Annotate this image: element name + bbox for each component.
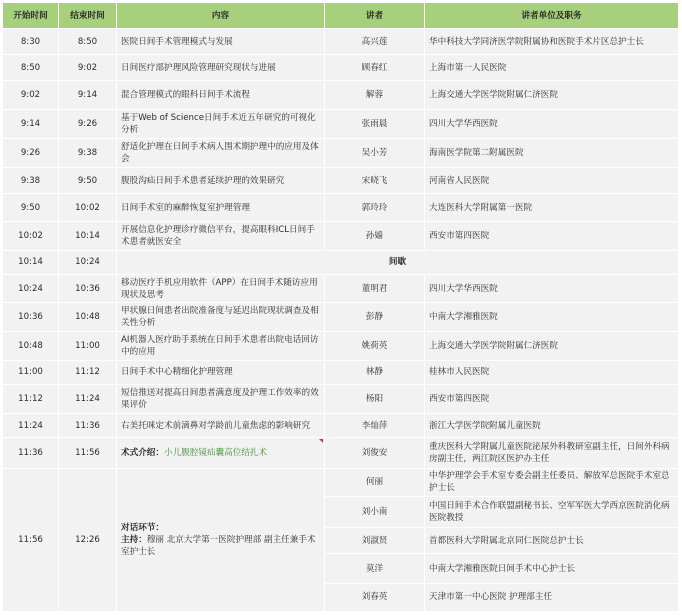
start-time: 9:02 (3, 81, 59, 109)
dialogue-row (3, 468, 679, 496)
panelist-name: 何丽 (325, 468, 425, 496)
start-time: 11:00 (3, 360, 59, 384)
speaker-name: 林静 (325, 360, 425, 384)
talk-title: 甲状腺日间患者出院准备度与延迟出院现状调查及相关性分析 (117, 303, 325, 331)
table-row (3, 55, 679, 81)
speaker-name: 郭玲玲 (325, 194, 425, 221)
end-time: 11:24 (59, 384, 117, 413)
speaker-name: 顾春红 (325, 55, 425, 81)
speaker-name: 宋晓飞 (325, 168, 425, 194)
dialogue-description (117, 468, 325, 611)
speaker-name: 杨阳 (325, 384, 425, 413)
end-time: 10:24 (59, 250, 117, 274)
panelist-org: 首都医科大学附属北京同仁医院总护士长 (425, 528, 679, 554)
speaker-org: 西安市第四医院 (425, 384, 679, 413)
dialogue-title: 对话环节： (121, 522, 164, 533)
speaker-org: 重庆医科大学附属儿童医院泌尿外科教研室副主任，日间外科病房副主任，两江院区医护办主任 (425, 438, 679, 468)
speaker-name: 李灿萍 (325, 414, 425, 438)
table-row (3, 138, 679, 167)
speaker-name: 姚荷英 (325, 331, 425, 360)
talk-title: 医院日间手术管理模式与发展 (117, 29, 325, 55)
speaker-name: 刘俊安 (325, 438, 425, 468)
end-time: 8:50 (59, 29, 117, 55)
technique-name: 小儿腹腔镜疝囊高位结扎术 (163, 448, 268, 459)
start-time: 8:50 (3, 55, 59, 81)
start-time: 10:02 (3, 221, 59, 250)
talk-title: 舒适化护理在日间手术病人围术期护理中的应用及体会 (117, 138, 325, 167)
table-row (3, 414, 679, 438)
start-time: 11:36 (3, 438, 59, 468)
start-time: 10:36 (3, 303, 59, 331)
talk-title: 日间医疗部护理风险管理研究现状与进展 (117, 55, 325, 81)
end-time: 9:50 (59, 168, 117, 194)
start-time: 9:26 (3, 138, 59, 167)
table-row (3, 275, 679, 303)
end-time: 10:02 (59, 194, 117, 221)
speaker-org: 上海交通大学医学院附属仁济医院 (425, 81, 679, 109)
speaker-org: 上海市第一人民医院 (425, 55, 679, 81)
speaker-name: 高兴莲 (325, 29, 425, 55)
talk-title: 短信推送对提高日间患者满意度及护理工作效率的效果评价 (117, 384, 325, 413)
break-row (3, 250, 679, 274)
header-end: 结束时间 (59, 3, 117, 29)
speaker-name: 董明君 (325, 275, 425, 303)
talk-title: 开展信息化护理诊疗微信平台，提高眼科ICL日间手术患者就医安全 (117, 221, 325, 250)
start-time: 11:56 (3, 468, 59, 611)
speaker-name: 张雨晨 (325, 109, 425, 138)
header-row (3, 3, 679, 29)
talk-title: AI机器人医疗助手系统在日间手术患者出院电话回访中的应用 (117, 331, 325, 360)
table-row (3, 109, 679, 138)
break-label: 间歇 (117, 250, 679, 274)
table-row (3, 81, 679, 109)
table-row (3, 331, 679, 360)
talk-title: 右美托咪定术前滴鼻对学龄前儿童焦虑的影响研究 (117, 414, 325, 438)
panelist-name: 刘春英 (325, 583, 425, 611)
end-time: 10:14 (59, 221, 117, 250)
technique-prefix: 术式介绍： (121, 448, 164, 459)
speaker-name: 解蓉 (325, 81, 425, 109)
talk-title: 移动医疗手机应用软件（APP）在日间手术随访应用现状及思考 (117, 275, 325, 303)
talk-title: 混合管理模式的眼科日间手术流程 (117, 81, 325, 109)
table-row (3, 360, 679, 384)
start-time: 9:38 (3, 168, 59, 194)
end-time: 11:12 (59, 360, 117, 384)
end-time: 10:48 (59, 303, 117, 331)
panelist-org: 中国日间手术合作联盟副秘书长、空军军医大学西京医院消化病医院教授 (425, 496, 679, 527)
table-row (3, 221, 679, 250)
header-content: 内容 (117, 3, 325, 29)
panelist-name: 刘淑贤 (325, 528, 425, 554)
header-speaker: 讲者 (325, 3, 425, 29)
start-time: 10:24 (3, 275, 59, 303)
speaker-org: 大连医科大学附属第一医院 (425, 194, 679, 221)
end-time: 9:38 (59, 138, 117, 167)
panelist-name: 刘小南 (325, 496, 425, 527)
table-row (3, 29, 679, 55)
speaker-org: 西安市第四医院 (425, 221, 679, 250)
host-label: 主持： (121, 534, 147, 545)
start-time: 8:30 (3, 29, 59, 55)
speaker-org: 桂林市人民医院 (425, 360, 679, 384)
speaker-org: 浙江大学医学院附属儿童医院 (425, 414, 679, 438)
talk-title: 基于Web of Science日间手术近五年研究的可视化分析 (117, 109, 325, 138)
header-start: 开始时间 (3, 3, 59, 29)
dialogue-host (121, 534, 320, 558)
speaker-name: 彭静 (325, 303, 425, 331)
technique-row (3, 438, 679, 468)
start-time: 10:14 (3, 250, 59, 274)
speaker-org: 上海交通大学医学院附属仁济医院 (425, 331, 679, 360)
end-time: 11:36 (59, 414, 117, 438)
speaker-name: 吴小芳 (325, 138, 425, 167)
table-row (3, 303, 679, 331)
speaker-org: 四川大学华西医院 (425, 275, 679, 303)
panelist-name: 莫洋 (325, 554, 425, 583)
technique-title (117, 438, 325, 468)
header-org: 讲者单位及职务 (425, 3, 679, 29)
table-row (3, 194, 679, 221)
speaker-org: 海南医学院第二附属医院 (425, 138, 679, 167)
start-time: 10:48 (3, 331, 59, 360)
panelist-org: 中华护理学会手术室专委会副主任委员、解放军总医院手术室总护士长 (425, 468, 679, 496)
panelist-org: 天津市第一中心医院 护理部主任 (425, 583, 679, 611)
end-time: 10:36 (59, 275, 117, 303)
end-time: 11:56 (59, 438, 117, 468)
table-row (3, 384, 679, 413)
start-time: 11:24 (3, 414, 59, 438)
comment-marker-icon (319, 439, 323, 443)
speaker-org: 四川大学华西医院 (425, 109, 679, 138)
end-time: 9:26 (59, 109, 117, 138)
speaker-org: 华中科技大学同济医学院附属协和医院手术片区总护士长 (425, 29, 679, 55)
speaker-org: 河南省人民医院 (425, 168, 679, 194)
start-time: 11:12 (3, 384, 59, 413)
panelist-org: 中南大学湘雅医院日间手术中心护士长 (425, 554, 679, 583)
end-time: 9:14 (59, 81, 117, 109)
end-time: 9:02 (59, 55, 117, 81)
talk-title: 日间手术室的麻醉恢复室护理管理 (117, 194, 325, 221)
end-time: 12:26 (59, 468, 117, 611)
talk-title: 腹股沟疝日间手术患者延续护理的效果研究 (117, 168, 325, 194)
host-name: 穆丽 北京大学第一医院护理部 副主任兼手术室护士长 (121, 534, 316, 557)
start-time: 9:14 (3, 109, 59, 138)
table-row (3, 168, 679, 194)
speaker-org: 中南大学湘雅医院 (425, 303, 679, 331)
speaker-name: 孙嫱 (325, 221, 425, 250)
talk-title: 日间手术中心精细化护理管理 (117, 360, 325, 384)
end-time: 11:00 (59, 331, 117, 360)
schedule-table (2, 2, 679, 612)
start-time: 9:50 (3, 194, 59, 221)
